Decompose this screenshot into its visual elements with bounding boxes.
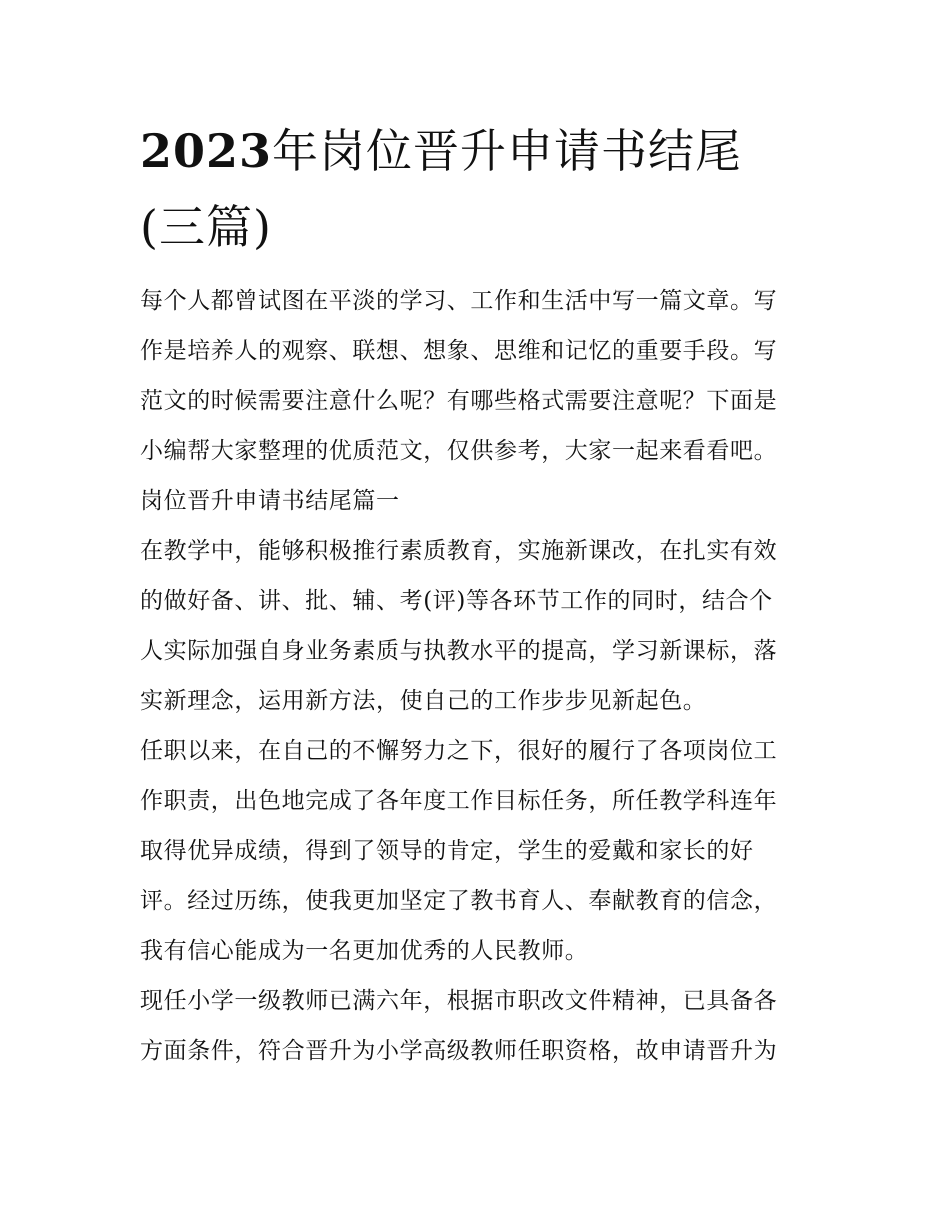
paragraph-line: 现任小学一级教师已满六年，根据市职改文件精神，已具备各 [140,988,778,1014]
paragraph-line: 作职责，出色地完成了各年度工作目标任务，所任教学科连年 [140,788,778,814]
paragraph-line: 取得优异成绩，得到了领导的肯定，学生的爱戴和家长的好 [140,838,754,864]
intro-line: 范文的时候需要注意什么呢？有哪些格式需要注意呢？下面是 [140,388,778,414]
paragraph-line: 的做好备、讲、批、辅、考(评)等各环节工作的同时，结合个 [140,588,773,614]
paragraph-line: 我有信心能成为一名更加优秀的人民教师。 [140,938,589,964]
paragraph-line: 人实际加强自身业务素质与执教水平的提高，学习新课标，落 [140,638,778,664]
document-title [140,113,820,265]
paragraph-line: 实新理念，运用新方法，使自己的工作步步见新起色。 [140,688,707,714]
paragraph-line: 方面条件，符合晋升为小学高级教师任职资格，故申请晋升为 [140,1038,778,1064]
paragraph-line: 评。经过历练，使我更加坚定了教书育人、奉献教育的信念， [140,888,778,914]
title-line-2: (三篇) [140,200,272,254]
paragraph-line: 在教学中，能够积极推行素质教育，实施新课改，在扎实有效 [140,538,778,564]
paragraph-line: 任职以来，在自己的不懈努力之下，很好的履行了各项岗位工 [140,738,778,764]
title-year: 2023 [140,124,273,178]
intro-line: 作是培养人的观察、联想、想象、思维和记忆的重要手段。写 [140,338,778,364]
intro-line: 小编帮大家整理的优质范文，仅供参考，大家一起来看看吧。 [140,438,778,464]
document-body [140,276,820,1076]
intro-line: 每个人都曾试图在平淡的学习、工作和生活中写一篇文章。写 [140,288,778,314]
title-main: 年岗位晋升申请书结尾 [272,124,743,178]
title-line-1 [140,113,820,189]
section-heading: 岗位晋升申请书结尾篇一 [140,488,400,514]
